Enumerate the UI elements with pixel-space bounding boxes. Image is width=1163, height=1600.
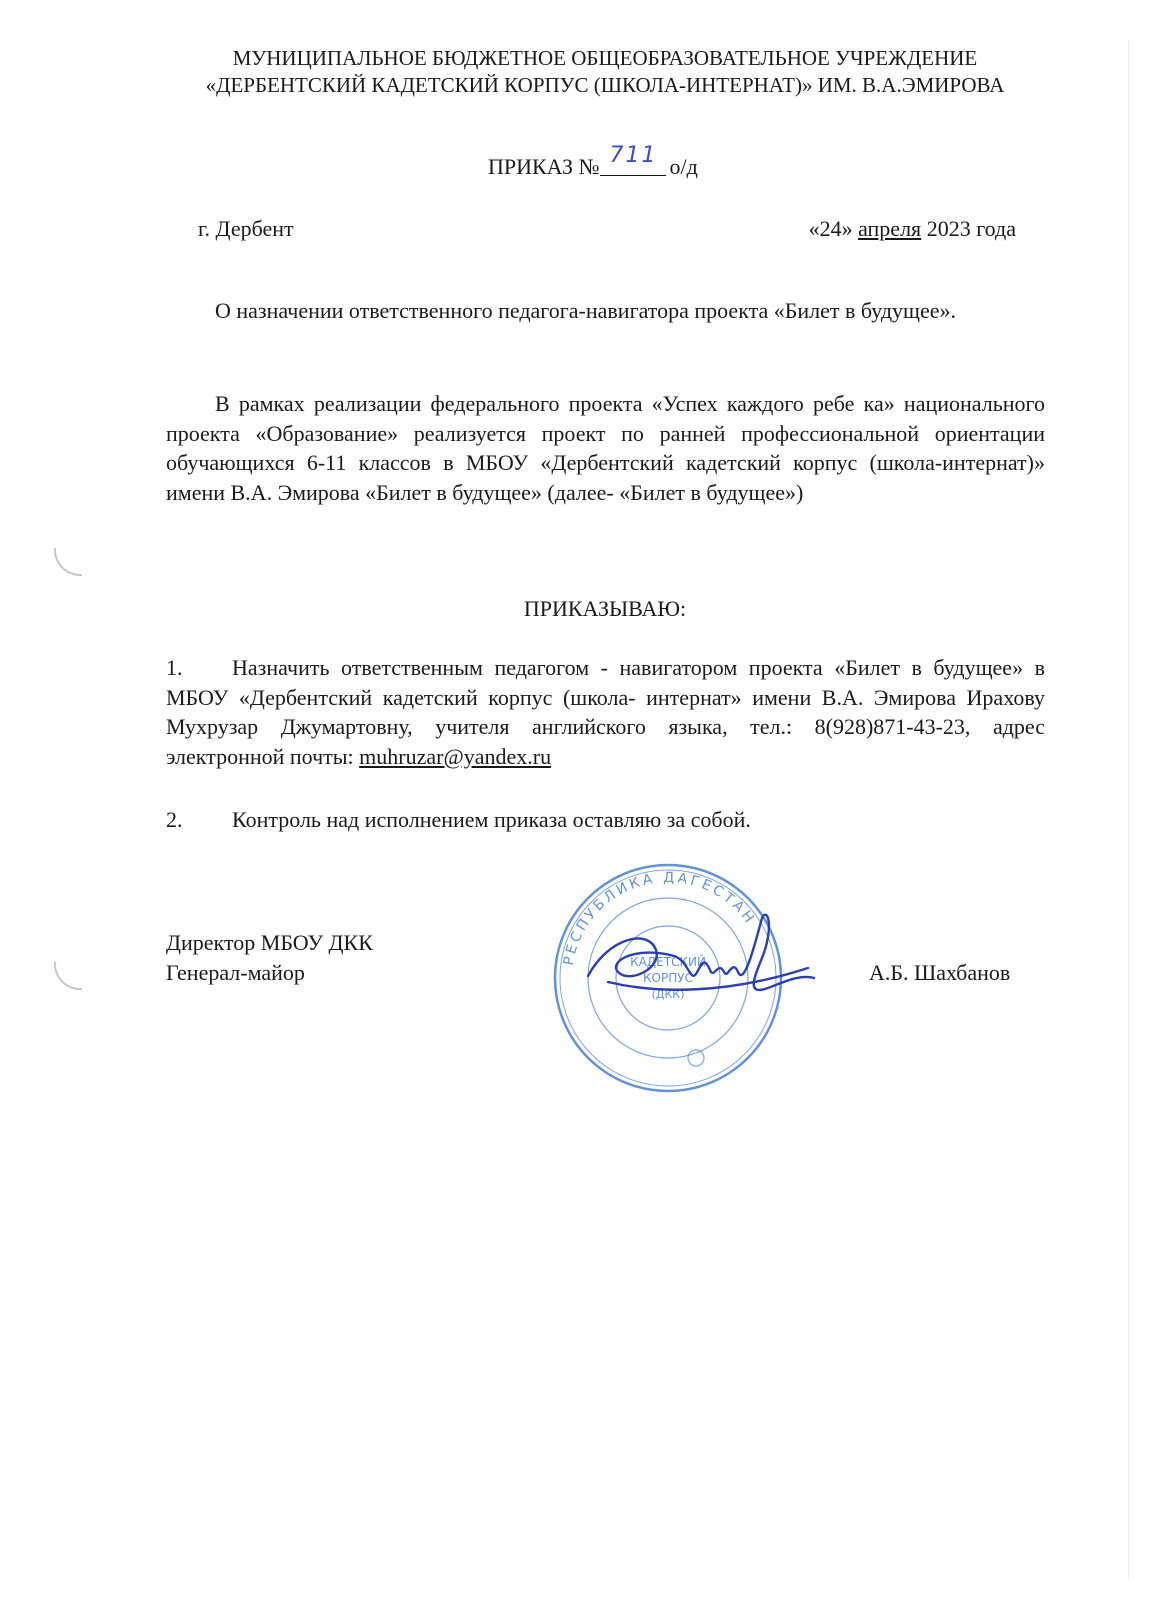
handwritten-signature	[578, 898, 818, 1018]
email-link[interactable]: muhruzar@yandex.ru	[359, 743, 552, 769]
position-line-1: Директор МБОУ ДКК	[166, 930, 373, 955]
order-subject: О назначении ответственного педагога-навигатора проекта «Билет в будущее».	[215, 298, 957, 323]
stamp-outer-text: РЕСПУБЛИКА ДАГЕСТАН	[560, 869, 759, 967]
stamp-center-text-2: КОРПУС	[643, 971, 693, 985]
header-line-2: «ДЕРБЕНТСКИЙ КАДЕТСКИЙ КОРПУС (ШКОЛА-ИНТЕРНАТ)» ИМ. В.А.ЭМИРОВА	[205, 73, 1005, 97]
stamp-center-text-3: (ДКК)	[651, 988, 685, 1001]
item-number: 2.	[166, 807, 183, 832]
order-number-handwritten: 711	[609, 143, 658, 168]
order-number-field	[600, 143, 666, 176]
preamble: В рамках реализации федерального проекта «Успех каждого ребе ка» национального проекта «Образование» реализуется проект по ранней профессиональной ориентации обучающихся 6-11 классов в МБОУ «Дербентский кадетский корпус (школа-интернат)» имени В.А. Эмирова «Билет в будущее» (далее- «Билет в будущее»)	[166, 391, 1045, 505]
order-suffix: о/д	[669, 154, 698, 179]
order-item-1	[166, 653, 1045, 771]
item-text: Контроль над исполнением приказа оставляю за собой.	[232, 807, 751, 832]
signatory-position	[166, 928, 373, 988]
order-word: ПРИКАЗЫВАЮ:	[523, 596, 687, 621]
signatory-name: А.Б. Шахбанов	[869, 960, 1011, 985]
scan-edge-line	[1128, 40, 1129, 1580]
header-line-1: МУНИЦИПАЛЬНОЕ БЮДЖЕТНОЕ ОБЩЕОБРАЗОВАТЕЛЬНОЕ УЧРЕЖДЕНИЕ	[232, 46, 978, 70]
institution-header	[0, 45, 1163, 99]
order-prefix: ПРИКАЗ №	[488, 154, 600, 179]
item-text: Назначить ответственным педагогом - навигатором проекта «Билет в будущее» в МБОУ «Дербентский кадетский корпус (школа- интернат» имени В.А. Эмирова Ирахову Мухрузар Джумартовну, учителя английского языка, тел.: 8(928)871-43-23, адрес электронной почты:	[166, 655, 1045, 769]
date-day: «24»	[808, 216, 853, 241]
order-title	[488, 143, 698, 182]
order-item-2	[166, 805, 1045, 835]
date-year: 2023 года	[926, 216, 1016, 241]
date-month: апреля	[858, 216, 922, 241]
position-line-2: Генерал-майор	[166, 960, 305, 985]
punch-hole-mark	[54, 548, 82, 576]
stamp-center-text-1: КАДЕТСКИЙ	[630, 955, 706, 969]
item-number: 1.	[166, 655, 183, 680]
city: г. Дербент	[198, 216, 294, 241]
order-date	[809, 214, 1016, 244]
punch-hole-mark	[54, 962, 82, 990]
